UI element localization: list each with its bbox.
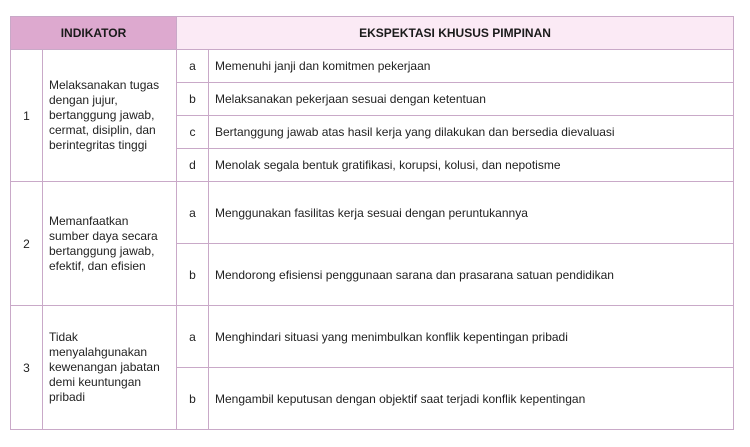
table-row: [11, 306, 734, 368]
item-letter: a: [177, 306, 209, 368]
item-text: Memenuhi janji dan komitmen pekerjaan: [209, 50, 734, 83]
item-text: Melaksanakan pekerjaan sesuai dengan ketentuan: [209, 83, 734, 116]
item-letter: d: [177, 149, 209, 182]
item-text: Mengambil keputusan dengan objektif saat terjadi konflik kepentingan: [209, 368, 734, 430]
table-header-row: [11, 17, 734, 50]
header-ekspektasi: EKSPEKTASI KHUSUS PIMPINAN: [177, 17, 734, 50]
item-text: Bertanggung jawab atas hasil kerja yang dilakukan dan bersedia dievaluasi: [209, 116, 734, 149]
item-letter: a: [177, 50, 209, 83]
group-number: 2: [11, 182, 43, 306]
group-number: 3: [11, 306, 43, 430]
group-number: 1: [11, 50, 43, 182]
expectation-table-container: [10, 16, 734, 430]
indicator-description: Tidak menyalahgunakan kewenangan jabatan demi keuntungan pribadi: [43, 306, 177, 430]
item-text: Menggunakan fasilitas kerja sesuai dengan peruntukannya: [209, 182, 734, 244]
item-letter: b: [177, 83, 209, 116]
table-row: [11, 182, 734, 244]
indicator-description: Melaksanakan tugas dengan jujur, bertanggung jawab, cermat, disiplin, dan berintegritas tinggi: [43, 50, 177, 182]
item-text: Mendorong efisiensi penggunaan sarana dan prasarana satuan pendidikan: [209, 244, 734, 306]
header-indikator: INDIKATOR: [11, 17, 177, 50]
item-letter: c: [177, 116, 209, 149]
table-row: [11, 50, 734, 83]
expectation-table: [10, 16, 734, 430]
item-text: Menghindari situasi yang menimbulkan konflik kepentingan pribadi: [209, 306, 734, 368]
item-text: Menolak segala bentuk gratifikasi, korupsi, kolusi, dan nepotisme: [209, 149, 734, 182]
indicator-description: Memanfaatkan sumber daya secara bertanggung jawab, efektif, dan efisien: [43, 182, 177, 306]
item-letter: a: [177, 182, 209, 244]
item-letter: b: [177, 368, 209, 430]
item-letter: b: [177, 244, 209, 306]
